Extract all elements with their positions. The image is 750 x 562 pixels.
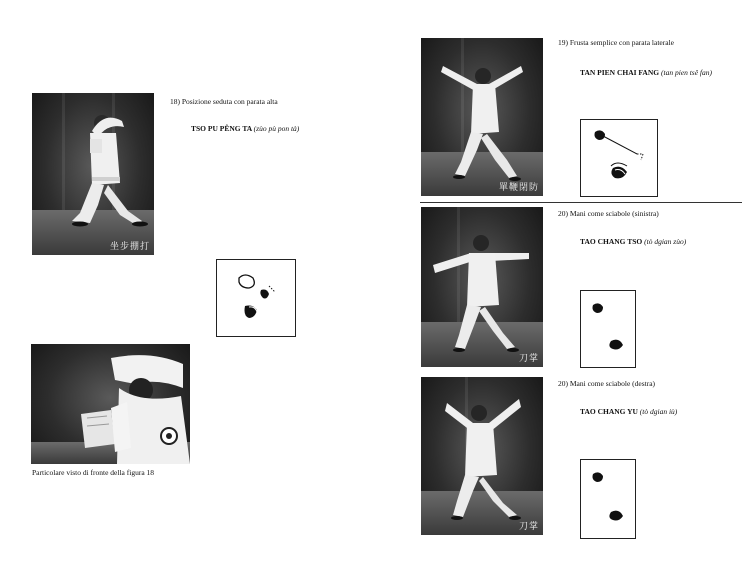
figure-20-right-photo	[421, 377, 543, 535]
martial-artist-detail	[31, 344, 190, 464]
figure-18-name-bold: TSO PU PÊNG TA	[191, 124, 252, 133]
figure-20-left-transliteration: (tò dgian zùo)	[644, 237, 687, 246]
footprint-diagram-icon	[217, 260, 295, 336]
figure-19-photo	[421, 38, 543, 196]
figure-19-name	[580, 68, 712, 77]
detail-caption: Particolare visto di fronte della figura 18	[32, 468, 155, 477]
figure-18-footwork-diagram	[216, 259, 296, 337]
figure-18-detail-photo	[31, 344, 190, 464]
footprint-diagram-icon	[581, 460, 635, 538]
figure-19-name-bold: TAN PIEN CHAI FANG	[580, 68, 660, 77]
figure-19-seal: 單鞭閉防	[498, 183, 539, 193]
figure-18-seal: 坐步掤打	[109, 242, 150, 252]
figure-20-left-photo	[421, 207, 543, 367]
martial-artist-figure-19	[421, 38, 543, 196]
martial-artist-figure-20-left	[421, 207, 543, 367]
figure-19-transliteration: (tan pien tsê fan)	[660, 68, 713, 77]
figure-19-title: 19) Frusta semplice con parata laterale	[558, 38, 674, 47]
martial-artist-figure-18	[32, 93, 154, 255]
figure-20-left-seal: 刀掌	[518, 354, 539, 364]
figure-20-left-name	[580, 237, 686, 246]
footprint-diagram-icon	[581, 291, 635, 367]
figure-20-right-name-bold: TAO CHANG YU	[580, 407, 638, 416]
figure-20-left-footwork-diagram	[580, 290, 636, 368]
figure-18-transliteration: (zùo pù pon tà)	[253, 124, 300, 133]
martial-artist-figure-20-right	[421, 377, 543, 535]
figure-20-right-footwork-diagram	[580, 459, 636, 539]
figure-20-right-title: 20) Mani come sciabole (destra)	[558, 379, 656, 388]
figure-18-title: 18) Posizione seduta con parata alta	[170, 97, 278, 106]
figure-20-right-seal: 刀掌	[518, 522, 539, 532]
figure-20-right-name	[580, 407, 677, 416]
figure-18-photo	[32, 93, 154, 255]
figure-20-right-transliteration: (tò dgian iù)	[639, 407, 678, 416]
figure-18-name	[191, 124, 299, 133]
section-divider	[420, 202, 742, 203]
figure-20-left-title: 20) Mani come sciabole (sinistra)	[558, 209, 659, 218]
footprint-diagram-icon	[581, 120, 657, 196]
figure-20-left-name-bold: TAO CHANG TSO	[580, 237, 643, 246]
figure-19-footwork-diagram	[580, 119, 658, 197]
